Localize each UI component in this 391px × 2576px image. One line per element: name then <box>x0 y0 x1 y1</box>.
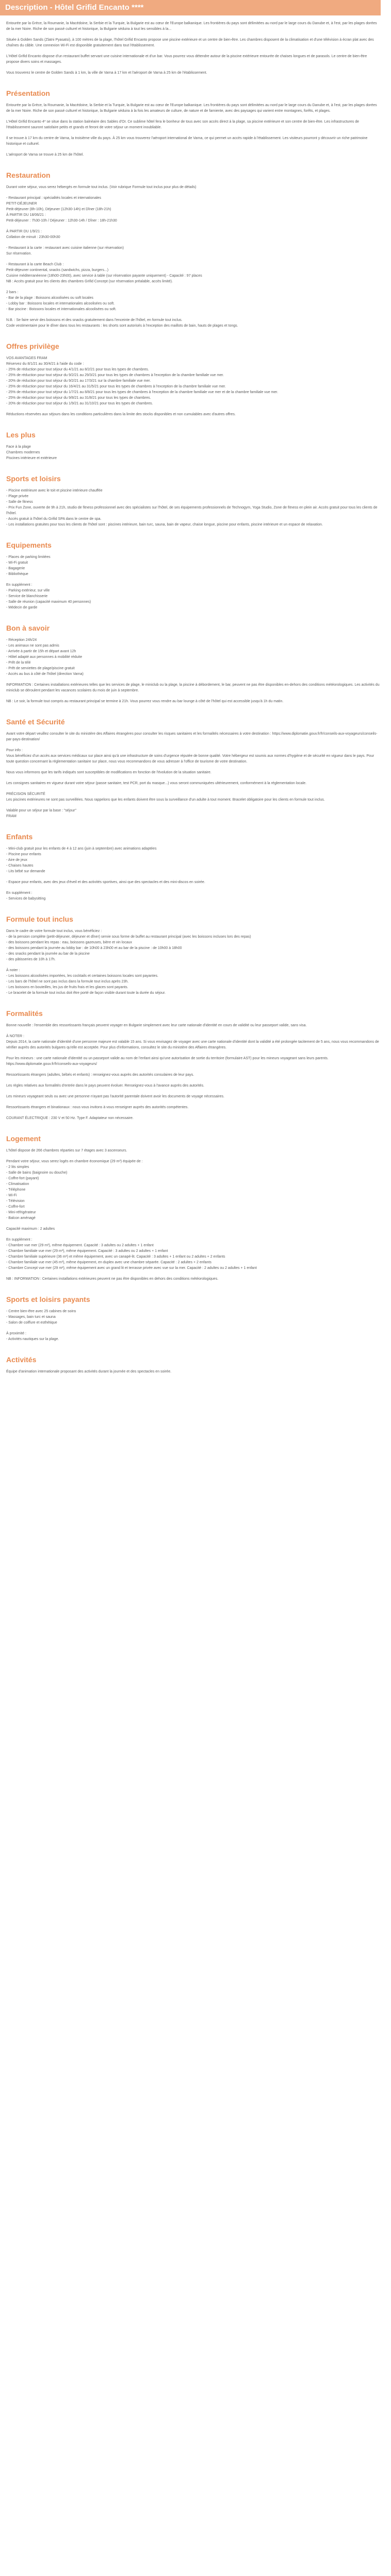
section-paragraph: Capacité maximum : 2 adultes <box>6 1227 55 1231</box>
section-paragraph: VOS AVANTAGES FRAM Réservez du 8/1/21 au 30/4/21 à l'aide du code : - 25% de réduction pour tout séjour du 4/1/21 au 8/2/21 pour tous les types de chambres. - 25% de réduction pour tout séjour du 9/2/21 au 29/3/21 pour tous les types de chambres à l'exception de la chambre familiale vue mer. - 20% de réduction pour tout séjour du 9/2/21 au 17/3/21 sur la chambre familiale vue mer. - 25% de réduction pour tout séjour du 16/4/21 au 31/5/21 pour tous les types de chambres à l'exception de la chambre familiale vue mer. - 25% de réduction pour tout séjour du 1/7/21 au 8/8/21 pour tous les types de chambres à l'exception de la chambre familiale vue mer et de la chambre familiale vue mer. - 25% de réduction pour tout séjour du 9/8/21 au 31/8/21 pour tous les types de chambres. - 20% de réduction pour tout séjour du 1/9/21 au 31/10/21 pour tous les types de chambres. <box>6 357 279 405</box>
section-title: Formalités <box>6 1009 43 1018</box>
section-title: Sports et loisirs <box>6 474 61 483</box>
section-paragraph: Pendant votre séjour, vous serez logés en chambre économique (29 m²) équipée de : - 2 lits simples - Salle de bains (baignoire ou douche) - Coffre-fort (payant) - Climatisation - Téléphone - Wi-Fi - Télévision - Coffre-fort - Mini-réfrigérateur - Balcon aménagé <box>6 1160 143 1220</box>
intro-paragraph: Située à Golden Sands (Zlatni Pyasatsi), à 100 mètres de la plage, l'hôtel Grifid Encanto propose une piscine extérieure et un centre de bien-être. Les chambres disposent de la climatisation et d'une télévision à écran plat avec des chaînes du câble. Une connexion Wi-Fi est disponible gratuitement dans tout l'établissement. <box>6 38 374 47</box>
section-paragraph: N.B. : Se faire servir des boissons et des snacks gratuitement dans l'enceinte de l'hôtel, en formule tout inclus. Code vestimentaire pour le dîner dans tous les restaurants : les shorts sont autorisés à l'exception des maillots de bain, hauts de plages et tongs. <box>6 318 238 328</box>
section-paragraph: Avant votre départ veuillez consulter le site du ministère des Affaires étrangères pour consulter les risques sanitaires et les formalités nécessaires à votre destination : https://www.diplomatie.gouv.fr/fr/conseils-aux-voyageurs/conseils-par-pays-destination/ <box>6 732 378 741</box>
section-paragraph: Réductions réservées aux séjours dans les conditions particulières dans la limite des stocks disponibles et non cumulables avec d'autres offres. <box>6 413 236 416</box>
section-paragraph: Il se trouve à 17 km du centre de Varna, la troisième ville du pays. À 25 km vous trouverez l'aéroport international de Varna, ce qui permet un accès rapide à l'établissement. Les visiteurs pourront y découvrir un riche patrimoine historique et culturel. <box>6 137 368 146</box>
section-paragraph: - Restaurant à la carte : restaurant avec cuisine italienne (sur réservation) Sur réservation. <box>6 246 124 256</box>
section-title: Santé et Sécurité <box>6 718 65 726</box>
section-paragraph: À NOTER : Depuis 2014, la carte nationale d'identité d'une personne majeure est valable 15 ans. Si vous envisagez de voyager avec une carte nationale d'identité dont la validité a été prolongée tacitement de 5 ans, nous vous recommandons de vérifier auprès des autorités bulgares qu'elle est acceptée. Pour plus d'informations, consultez le site du ministère des Affaires étrangères. <box>6 1035 379 1049</box>
section-paragraph: Équipe d'animation internationale proposant des activités durant la journée et des spectacles en soirée. <box>6 1370 172 1374</box>
section <box>6 833 380 902</box>
section <box>6 1295 380 1342</box>
section-paragraph: Pour info : Vous bénéficiez d'un accès aux services médicaux sur place ainsi qu'à une infrastructure de soins d'urgence réputée de bonne qualité. Votre hébergeur est soumis aux normes d'hygiène et de sécurité en vigueur dans le pays. Pour toute question concernant la réglementation sanitaire sur place, nous vous recommandons de vous adresser à l'office de tourisme de votre destination. <box>6 749 374 764</box>
section-paragraph: - Mini-club gratuit pour les enfants de 4 à 12 ans (juin à septembre) avec animations adaptées - Piscine pour enfants - Aire de jeux - Chaises hautes - Lits bébé sur demande <box>6 847 157 873</box>
intro-paragraph: L'Hôtel Grifid Encanto dispose d'un restaurant buffet servant une cuisine internationale et d'un bar. Vous pourrez vous détendre autour de la piscine extérieure entourée de chaises longues et de parasols. Le centre de bien-être propose divers soins et massages. <box>6 55 367 64</box>
section-paragraph: NB : Le soir, la formule tout compris au restaurant principal se termine à 21h. Vous pourrez vous rendre au bar lounge à côté de l'hôtel qui est accessible jusqu'à 1h du matin. <box>6 700 284 703</box>
section <box>6 1355 380 1375</box>
section-paragraph: - Réception 24h/24 - Les animaux ne sont pas admis - Arrivée à partir de 15h et départ avant 12h - Hôtel adapté aux personnes à mobilité réduite - Prêt de la télé - Prêt de serviettes de plage/piscine gratuit - Accès au bus à côté de l'hôtel (direction Varna) <box>6 638 84 676</box>
section-paragraph: 2 bars : - Bar de la plage : Boissons alcoolisées ou soft locales - Lobby bar : Boissons locales et internationales alcoolisées ou soft. - Bar piscine : Boissons locales et internationales alcoolisées ou soft. <box>6 291 117 311</box>
intro-paragraph: Vous trouverez le centre de Golden Sands à 1 km, la ville de Varna à 17 km et l'aéroport de Varna à 25 km de l'établissement. <box>6 71 207 75</box>
section-paragraph: L'hôtel dispose de 266 chambres réparties sur 7 étages avec 3 ascenseurs. <box>6 1149 127 1153</box>
section-paragraph: À PARTIR DU 1/9/21 : Collation de minuit : 23h30-00h30 <box>6 230 60 239</box>
section-paragraph: INFORMATION : Certaines installations extérieures telles que les services de plage, le miniclub ou la plage, la piscine à débordement, le bar, peuvent ne pas être disponibles en-dehors des conditions météorologiques. Les activités du miniclub se déroulent pendant les vacances scolaires du mois de juin à septembre. <box>6 683 380 692</box>
section-paragraph: Ressortissants étrangers (adultes, bébés et enfants) : renseignez-vous auprès des autorités consulaires de leur pays. <box>6 1073 194 1077</box>
section-paragraph: Ressortissants étrangers et binationaux : nous vous invitons à vous renseigner auprès des autorités compétentes. <box>6 1106 189 1109</box>
section-paragraph: Dans le cadre de votre formule tout inclus, vous bénéficiez : - de la pension complète (petit-déjeuner, déjeuner et dîner) servie sous forme de buffet au restaurant principal (avec les boissons incluses lors des repas) - des boissons pendant les repas : eau, boissons gazeuses, bière et vin locaux - des boissons pendant la journée au lobby bar : de 10h00 à 23h00 et au bar de la piscine : de 10h00 à 18h00 - des snacks pendant la journée au bar de la piscine - des pâtisseries de 10h à 17h. <box>6 929 251 961</box>
section <box>6 431 380 461</box>
section <box>6 915 380 996</box>
section-paragraph: Nous vous informons que les tarifs indiqués sont susceptibles de modifications en fonction de l'évolution de la situation sanitaire. <box>6 771 211 774</box>
section-title: Sports et loisirs payants <box>6 1295 90 1303</box>
intro <box>6 21 380 76</box>
section-paragraph: - Restaurant à la carte Beach Club : Petit-déjeuner continental, snacks (sandwichs, pizza, burgers...) Cuisine méditerranéenne (18h00-23h00), avec service à table (sur réservation payante uniquement) - Capacité : 97 places NB : Accès gratuit pour les clients des chambres Grifid Concept (sur réservation préalable, accès limité). <box>6 263 202 283</box>
section <box>6 718 380 819</box>
section-paragraph: En supplément : - Services de babysitting <box>6 891 46 901</box>
section-paragraph: À noter : - Les boissons alcoolisées importées, les cocktails et certaines boissons locales sont payantes. - Les bars de l'hôtel ne sont pas inclus dans la formule tout inclus après 23h. - Les boissons en bouteilles, les jus de fruits frais et les glaces sont payants. - Le bracelet de la formule tout inclus doit être porté de façon visible durant toute la durée du séjour. <box>6 969 166 995</box>
section-title: Logement <box>6 1134 41 1143</box>
section-title: Bon à savoir <box>6 624 50 632</box>
section-title: Formule tout inclus <box>6 915 73 923</box>
section-paragraph: Face à la plage Chambres modernes Piscines intérieure et extérieure <box>6 445 57 460</box>
intro-paragraph: Entourée par la Grèce, la Roumanie, la Macédoine, la Serbie et la Turquie, la Bulgarie est au cœur de l'Europe balkanique. Les frontières du pays sont délimitées au nord par le large cours du Danube et, à l'est, par les plages dorées de la mer Noire. Riche de son passé culturel et historique, la Bulgarie séduira à tout les sensibles à la... <box>6 22 377 31</box>
section <box>6 171 380 329</box>
section-paragraph: - Centre bien-être avec 25 cabines de soins - Massages, bain turc et sauna - Salon de coiffure et esthétique <box>6 1310 76 1325</box>
content <box>0 15 391 1375</box>
section-paragraph: En supplément : - Chambre vue mer (29 m²), même équipement. Capacité : 3 adultes ou 2 adultes + 1 enfant - Chambre familiale vue mer (29 m²), même équipement. Capacité : 3 adultes ou 2 adultes + 1 enfant - Chambre familiale supérieure (36 m²) et même équipement, avec un canapé-lit. Capacité : 3 adultes + 1 enfant ou 2 adultes + 2 enfants - Chambre familiale vue mer (45 m²), même équipement, en duplex avec une chambre séparée. Capacité : 2 adultes + 2 enfants - Chambre Concept vue mer (29 m²), même équipement avec un grand lit et terrasse privée avec vue sur la mer. Capacité : 2 adultes ou 2 adultes + 1 enfant <box>6 1238 257 1270</box>
section <box>6 474 380 528</box>
section-title: Offres privilège <box>6 342 59 350</box>
section-title: Les plus <box>6 431 36 439</box>
section-title: Présentation <box>6 89 50 97</box>
section-paragraph: Les règles relatives aux formalités d'entrée dans le pays peuvent évoluer. Renseignez-vous à l'avance auprès des autorités. <box>6 1084 205 1088</box>
section-paragraph: Les consignes sanitaires en vigueur durant votre séjour (passe sanitaire, test PCR, port du masque...) vous seront communiquées ultérieurement, conformément à la réglementation locale. <box>6 782 307 785</box>
section <box>6 342 380 417</box>
section-paragraph: Bonne nouvelle : l'ensemble des ressortissants français peuvent voyager en Bulgarie simplement avec leur carte nationale d'identité en cours de validité ou leur passeport valide, sans visa. <box>6 1024 307 1027</box>
section <box>6 541 380 611</box>
section-paragraph: COURANT ÉLECTRIQUE : 230 V et 50 Hz. Type F. Adaptateur non nécessaire. <box>6 1116 134 1120</box>
section-paragraph: L'aéroport de Varna se trouve à 25 km de l'hôtel. <box>6 153 84 157</box>
section-paragraph: L'Hôtel Grifid Encanto 4* se situe dans la station balnéaire des Sables d'Or. Ce sublime hôtel fera le bonheur de tous avec son accès direct à la plage, sa piscine extérieure et son centre de bien-être. Les infrastructures de l'établissement sauront satisfaire petits et grands et feront de votre séjour un moment inoubliable. <box>6 120 360 129</box>
section-title: Activités <box>6 1355 37 1364</box>
section-paragraph: - Places de parking limitées - Wi-Fi gratuit - Bagagerie - Bibliothèque <box>6 555 51 576</box>
section-paragraph: - Espace pour enfants, avec des jeux d'éveil et des activités sportives, ainsi que des spectacles et des mini-discos en soirée. <box>6 880 205 884</box>
section <box>6 1009 380 1121</box>
section-paragraph: Les mineurs voyageant seuls ou avec une personne n'ayant pas l'autorité parentale doivent avoir les documents de voyage nécessaires. <box>6 1095 224 1098</box>
section-title: Equipements <box>6 541 52 549</box>
section-paragraph: Valable pour un séjour par la base : "séjour" FRAM <box>6 809 76 818</box>
section-title: Enfants <box>6 833 33 841</box>
page-title: Description - Hôtel Grifid Encanto **** <box>0 0 381 15</box>
section-title: Restauration <box>6 171 51 179</box>
section-paragraph: NB : INFORMATION : Certaines installations extérieures peuvent ne pas être disponibles en dehors des conditions météorologiques. <box>6 1277 219 1281</box>
section <box>6 624 380 704</box>
section-paragraph: - Restaurant principal : spécialités locales et internationales PETIT-DÉJEUNER Petit-déjeuner (8h-10h), Déjeuner (12h30-14h) et Dîner (18h-21h) À PARTIR DU 18/06/21 : Petit-déjeuner : 7h30-10h / Déjeuner : 12h30-14h / Dîner : 18h-21h30 <box>6 196 117 223</box>
section <box>6 89 380 158</box>
section-paragraph: PRÉCISION SÉCURITÉ Les piscines extérieures ne sont pas surveillées. Nous rappelons que les enfants doivent être sous la surveillance d'un adulte à tout moment. Bracelet obligatoire pour les clients en formule tout inclus. <box>6 792 325 802</box>
section-paragraph: Pour les mineurs : une carte nationale d'identité ou un passeport valide au nom de l'enfant ainsi qu'une autorisation de sortie du territoire (formulaire AST) pour les mineurs voyageant sans leurs parents. https://www.diplomatie.gouv.fr/fr/conseils-aux-voyageurs/ <box>6 1057 329 1066</box>
section-paragraph: À proximité : - Activités nautiques sur la plage. <box>6 1332 59 1341</box>
section <box>6 1134 380 1282</box>
section-paragraph: Entourée par la Grèce, la Roumanie, la Macédoine, la Serbie et la Turquie, la Bulgarie est au cœur de l'Europe balkanique. Les frontières du pays sont délimitées au nord par le large cours du Danube et, à l'est, par les plages dorées de la mer Noire. Riche de son passé culturel et historique, la Bulgarie séduira à la fois les amateurs de culture, de nature et de farniente, avec des paysages qui varient entre montagnes, forêts, et plages. <box>6 104 377 113</box>
section-paragraph: - Piscine extérieure avec le toit et piscine intérieure chauffée - Plage privée - Salle de fitness - Prix Fun Zone, ouverte de 9h à 21h, studio de fitness professionnel avec des spécialistes sur l'hôtel, de ses équipements professionnels de Technogym, Yoga Studio, Zone de fitness en plein air. Accès gratuit pour tous les clients de l'hôtel. - Accès gratuit à l'hôtel du Grifid SPA dans le centre de spa. - Les installations gratuites pour tous les clients de l'hôtel sont : piscines intérieure, bain turc, sauna, bain de vapeur, chaise longue, piscine pour enfants, piscine intérieure et un espace de relaxation. <box>6 489 378 527</box>
section-paragraph: En supplément : - Parking extérieur, sur ville - Service de blanchisserie - Salle de réunion (capacité maximum 40 personnes) - Médecin de garde <box>6 583 91 609</box>
sections <box>6 89 380 1375</box>
section-paragraph: Durant votre séjour, vous serez hébergés en formule tout inclus. (Voir rubrique Formule tout inclus pour plus de détails) <box>6 185 197 189</box>
